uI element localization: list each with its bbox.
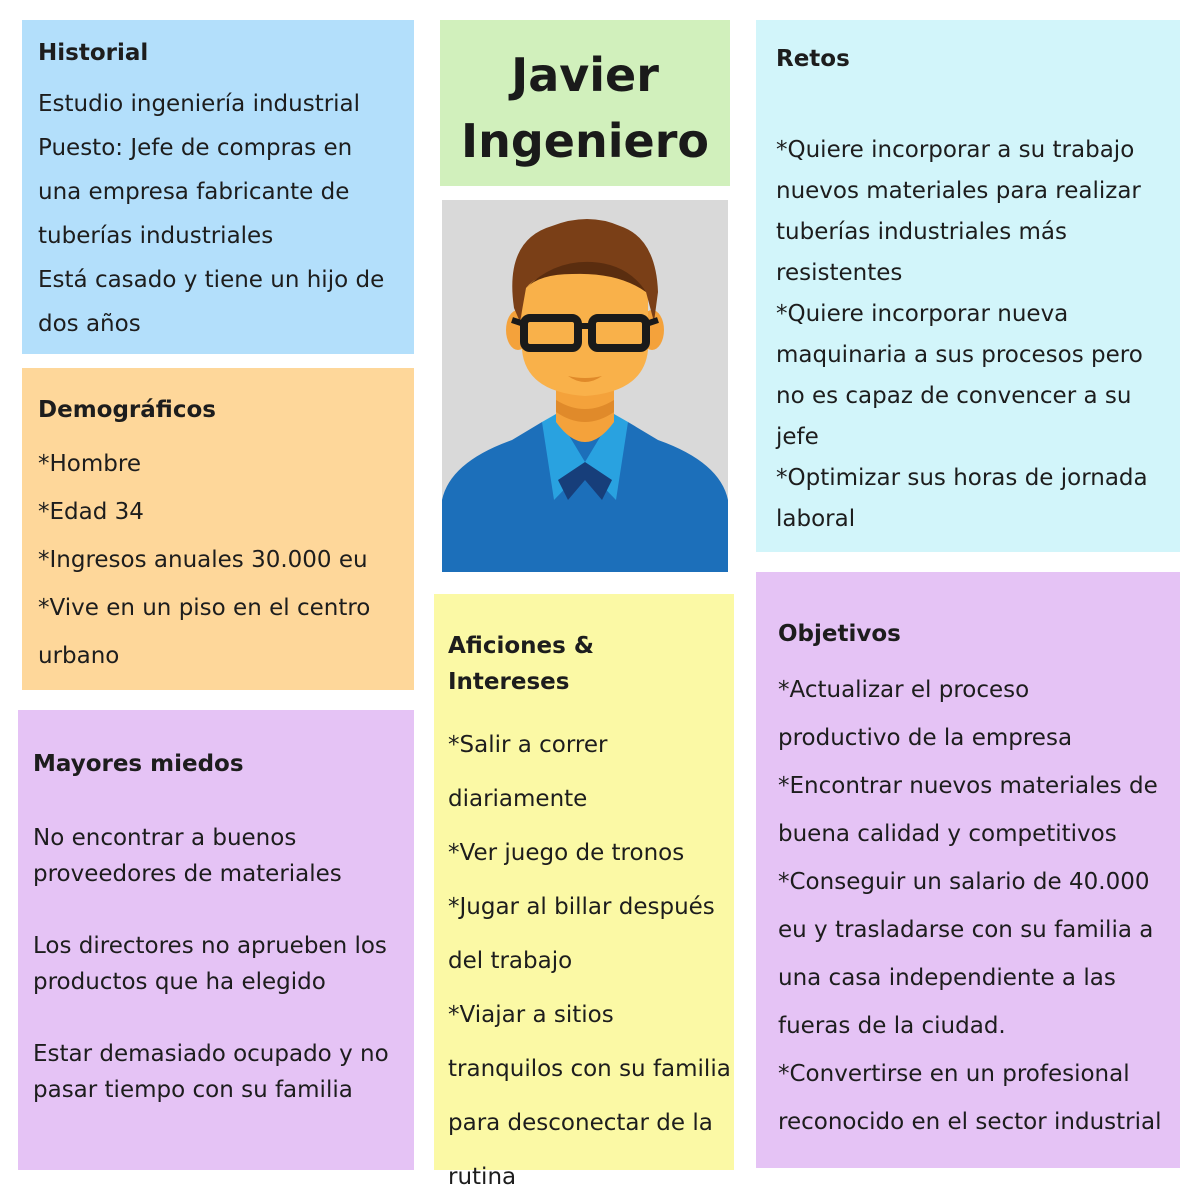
demograficos-title: Demográficos: [38, 397, 216, 423]
objetivos-title: Objetivos: [778, 621, 901, 647]
persona-name: Javier: [511, 48, 659, 102]
retos-title: Retos: [776, 46, 850, 72]
persona-name-card: [440, 20, 730, 186]
demograficos-card: [22, 368, 414, 690]
demograficos-line: *Vive en un piso en el centro: [38, 595, 371, 621]
miedo-line: pasar tiempo con su familia: [33, 1077, 353, 1103]
aficiones-line: diariamente: [448, 786, 588, 812]
objetivos-line: buena calidad y competitivos: [778, 821, 1117, 847]
mayores-miedos-card: [18, 710, 414, 1170]
persona-role: Ingeniero: [461, 114, 709, 168]
objetivos-line: eu y trasladarse con su familia a: [778, 917, 1154, 943]
objetivos-line: *Actualizar el proceso: [778, 677, 1030, 703]
objetivos-line: *Conseguir un salario de 40.000: [778, 869, 1150, 895]
aficiones-line: rutina: [448, 1164, 517, 1190]
demograficos-line: urbano: [38, 643, 120, 669]
miedo-line: No encontrar a buenos: [33, 825, 297, 851]
miedo-item: [33, 1036, 399, 1108]
aficiones-title: Aficiones & Intereses: [448, 633, 594, 695]
mayores-miedos-title: Mayores miedos: [33, 751, 244, 777]
retos-line: no es capaz de convencer a su: [776, 383, 1132, 409]
historial-card: [22, 20, 414, 354]
miedo-line: proveedores de materiales: [33, 861, 342, 887]
demograficos-line: *Ingresos anuales 30.000 eu: [38, 547, 368, 573]
miedo-line: Estar demasiado ocupado y no: [33, 1041, 389, 1067]
retos-line: tuberías industriales más: [776, 219, 1067, 245]
historial-line: una empresa fabricante de: [38, 179, 350, 205]
objetivos-line: una casa independiente a las: [778, 965, 1116, 991]
objetivos-line: fueras de la ciudad.: [778, 1013, 1006, 1039]
retos-line: resistentes: [776, 260, 903, 286]
historial-line: Está casado y tiene un hijo de: [38, 267, 385, 293]
historial-line: tuberías industriales: [38, 223, 274, 249]
miedo-line: Los directores no aprueben los: [33, 933, 387, 959]
historial-line: Puesto: Jefe de compras en: [38, 135, 353, 161]
historial-line: Estudio ingeniería industrial: [38, 91, 361, 117]
avatar: [442, 200, 728, 572]
objetivos-line: productivo de la empresa: [778, 725, 1073, 751]
retos-line: jefe: [776, 424, 819, 450]
objetivos-line: *Encontrar nuevos materiales de: [778, 773, 1158, 799]
demograficos-line: *Edad 34: [38, 499, 144, 525]
retos-line: *Quiere incorporar a su trabajo: [776, 137, 1135, 163]
retos-line: nuevos materiales para realizar: [776, 178, 1141, 204]
aficiones-line: *Viajar a sitios: [448, 1002, 614, 1028]
retos-line: *Optimizar sus horas de jornada: [776, 465, 1148, 491]
retos-line: *Quiere incorporar nueva: [776, 301, 1069, 327]
retos-card: [756, 20, 1180, 552]
historial-line: dos años: [38, 311, 141, 337]
aficiones-line: *Salir a correr: [448, 732, 608, 758]
objetivos-line: *Convertirse en un profesional: [778, 1061, 1130, 1087]
miedo-item: [33, 820, 399, 892]
aficiones-line: para desconectar de la: [448, 1110, 713, 1136]
objetivos-card: [756, 572, 1180, 1168]
miedo-line: productos que ha elegido: [33, 969, 326, 995]
aficiones-intereses-card: [434, 594, 734, 1190]
demograficos-line: *Hombre: [38, 451, 141, 477]
aficiones-line: del trabajo: [448, 948, 573, 974]
man-with-glasses-avatar-icon: [442, 200, 728, 572]
historial-title: Historial: [38, 40, 149, 66]
aficiones-line: *Jugar al billar después: [448, 894, 715, 920]
retos-line: laboral: [776, 506, 856, 532]
miedo-item: [33, 928, 399, 1000]
objetivos-line: reconocido en el sector industrial: [778, 1109, 1162, 1135]
aficiones-line: tranquilos con su familia: [448, 1056, 731, 1082]
aficiones-line: *Ver juego de tronos: [448, 840, 685, 866]
retos-line: maquinaria a sus procesos pero: [776, 342, 1143, 368]
